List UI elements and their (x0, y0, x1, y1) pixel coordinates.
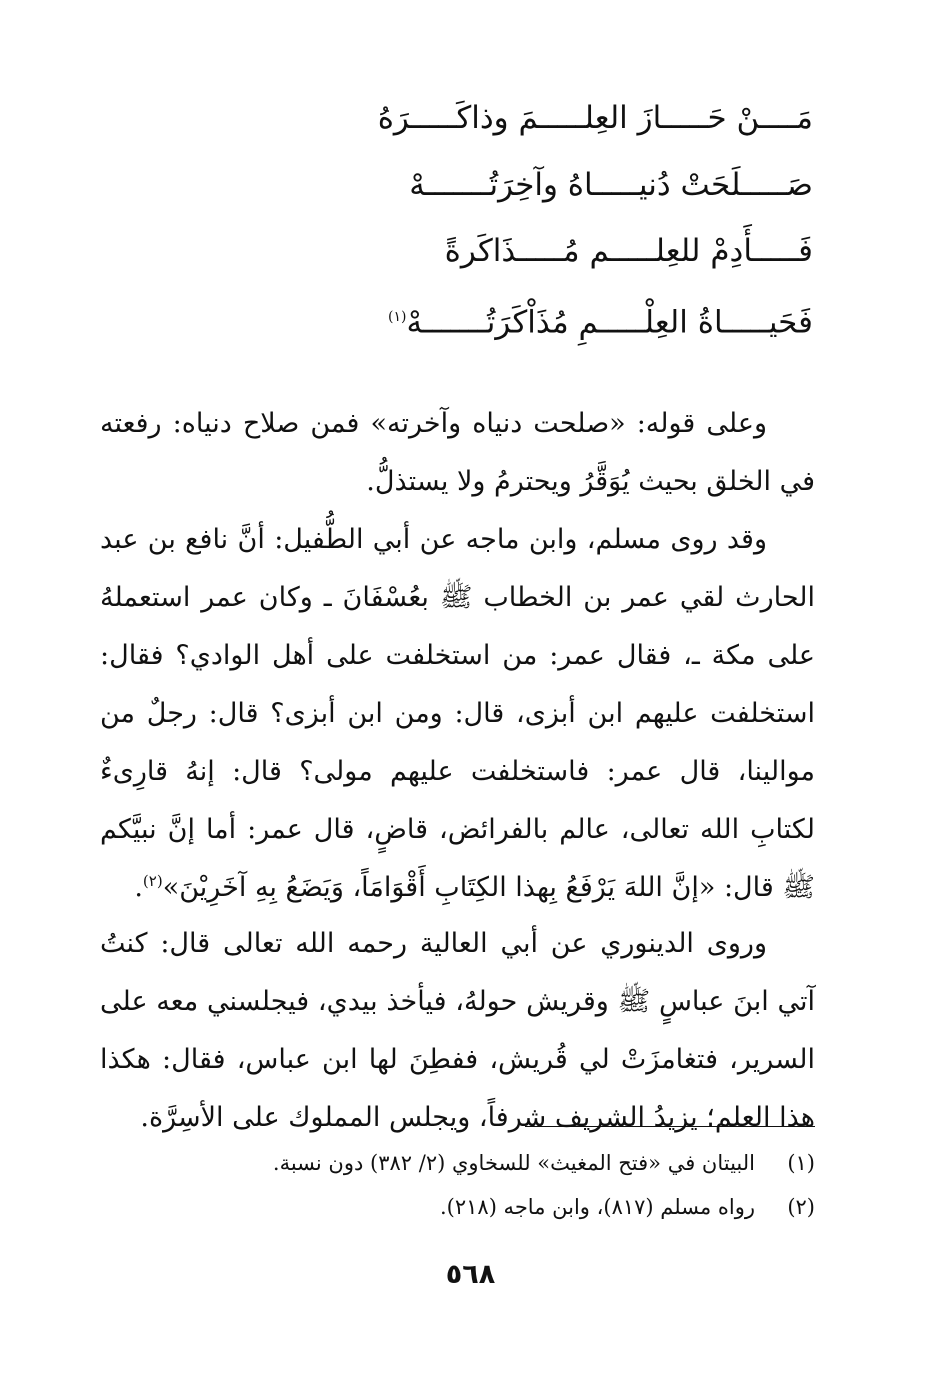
page-number: ٥٦٨ (445, 1259, 496, 1290)
footnote-1 (100, 1141, 815, 1185)
paragraph-2-end: . (134, 872, 143, 903)
poem-line-2 (409, 163, 813, 207)
footnote-2-text: رواه مسلم (٨١٧)، وابن ماجه (٢١٨). (439, 1195, 755, 1219)
footnote-2 (100, 1185, 815, 1229)
paragraph-2 (100, 511, 815, 917)
poem-line-3-text: فَـــــأَدِمْ للعِلـــــم مُـــــذَاكَرةً (444, 233, 813, 269)
footnote-2-number: (٢) (787, 1195, 815, 1219)
footnote-ref-2: (٢) (142, 872, 163, 890)
footnote-divider (525, 1126, 815, 1127)
poem-line-1-text: مَــــنْ حَـــــازَ العِلـــــمَ وذاكَـــــرَهُ (377, 100, 813, 136)
poem-line-1 (378, 96, 813, 140)
footnotes (100, 1141, 815, 1229)
footnote-1-text: البيتان في «فتح المغيث» للسخاوي (٢/ ٣٨٢) دون نسبة. (272, 1151, 755, 1175)
poem-line-2-text: صَـــــلَحَتْ دُنيـــــاهُ وآخِرَتُـــــــهْ (409, 167, 813, 203)
poem-line-3 (445, 229, 813, 273)
footnote-ref-1: (١) (388, 309, 407, 325)
paragraph-2-text: وقد روى مسلم، وابن ماجه عن أبي الطُّفيل: أنَّ نافع بن عبد الحارث لقي عمر بن الخطاب ﷺ بعُسْفَانَ ـ وكان عمر استعملهُ على مكة ـ، فقال عمر: من استخلفت على أهل الوادي؟ فقال: استخلفت عليهم ابن أبزى، قال: ومن ابن أبزى؟ قال: رجلٌ من موالينا، قال عمر: فاستخلفت عليهم مولى؟ قال: إنهُ قارِىءٌ لكتابِ الله تعالى، عالم بالفرائض، قاضٍ، قال عمر: أما إنَّ نبيَّكم ﷺ قال: «إنَّ اللهَ يَرْفَعُ بِهذا الكِتَابِ أَقْوَامَاً، وَيَضَعُ بِهِ آخَرِيْنَ» (100, 524, 815, 903)
paragraph-1: وعلى قوله: «صلحت دنياه وآخرته» فمن صلاح دنياه: رفعته في الخلق بحيث يُوَقَّرُ ويحترمُ ولا يستذلُّ. (100, 408, 815, 497)
paragraph-3: وروى الدينوري عن أبي العالية رحمه الله تعالى قال: كنتُ آتي ابنَ عباسٍ ﷺ وقريش حولهُ، فيأخذ بيدي، فيجلسني معه على السرير، فتغامزَتْ لي قُريش، ففطِنَ لها ابن عباس، فقال: هكذا هذا العلم؛ يزيدُ الشريف شرفاً، ويجلس المملوك على الأسِرَّة. (100, 928, 815, 1133)
footnote-1-number: (١) (787, 1151, 815, 1175)
poem-line-4-text: فَحَيـــــاةُ العِلْـــــمِ مُذَاْكَرَتُـــــــهْ (406, 304, 813, 341)
poem-line-4 (388, 295, 813, 344)
